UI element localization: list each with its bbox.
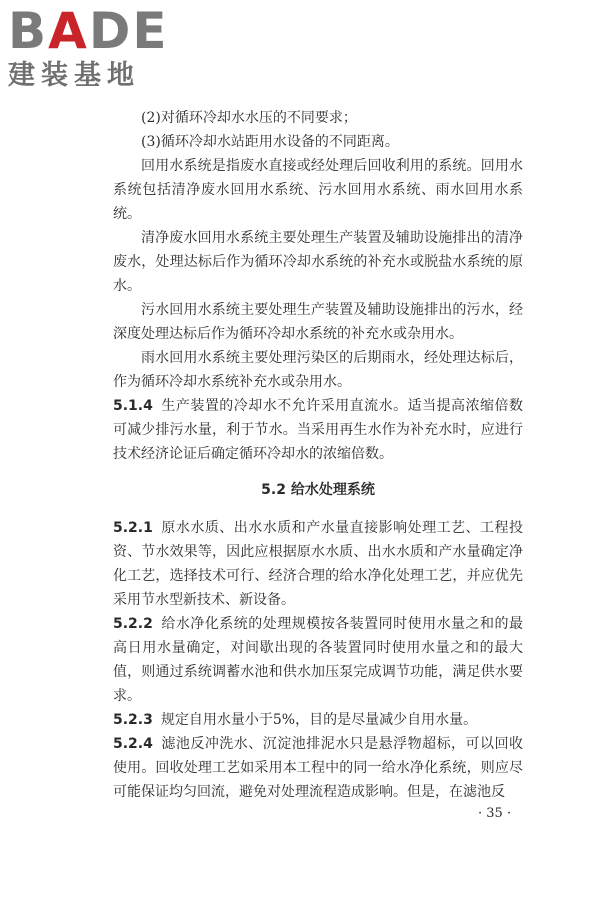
clause-text: 生产装置的冷却水不允许采用直流水。适当提高浓缩倍数可减少排污水量，利于节水。当采用再生水作为补充水时，应进行技术经济论证后确定循环冷却水的浓缩倍数。 <box>113 398 523 462</box>
clause-text: 规定自用水量小于5%，目的是尽量减少自用水量。 <box>160 712 478 728</box>
document-body <box>113 106 523 804</box>
clause-number: 5.2.3 <box>113 712 153 728</box>
paragraph: 雨水回用水系统主要处理污染区的后期雨水，经处理达标后，作为循环冷却水系统补充水或杂用水。 <box>113 350 523 390</box>
list-item: (3)循环冷却水站距用水设备的不同距离。 <box>141 134 399 150</box>
clause-number: 5.2.1 <box>113 520 153 536</box>
section-title: 5.2 给水处理系统 <box>261 482 375 498</box>
paragraph: 污水回用水系统主要处理生产装置及辅助设施排出的污水，经深度处理达标后作为循环冷却水系统的补充水或杂用水。 <box>113 302 523 342</box>
clause-5-2-3 <box>113 708 523 732</box>
paragraph: 清净废水回用水系统主要处理生产装置及辅助设施排出的清净废水，处理达标后作为循环冷却水系统的补充水或脱盐水系统的原水。 <box>113 230 523 294</box>
clause-number: 5.1.4 <box>113 398 153 414</box>
clause-5-2-4 <box>113 732 523 804</box>
page-number: · 35 · <box>478 806 512 821</box>
clause-text: 给水净化系统的处理规模按各装置同时使用水量之和的最高日用水量确定，对间歇出现的各装置同时使用水量之和的最大值，则通过系统调蓄水池和供水加压泵完成调节功能，满足供水要求。 <box>113 616 523 704</box>
paragraph: 回用水系统是指废水直接或经处理后回收利用的系统。回用水系统包括清净废水回用水系统、污水回用水系统、雨水回用水系统。 <box>113 158 523 222</box>
clause-number: 5.2.4 <box>113 736 153 752</box>
bade-logo <box>8 4 188 92</box>
logo-wordmark: BADE <box>8 2 169 60</box>
clause-5-1-4 <box>113 394 523 466</box>
logo-subtitle: 建装基地 <box>8 60 140 91</box>
list-item: (2)对循环冷却水水压的不同要求； <box>141 110 357 126</box>
clause-5-2-2 <box>113 612 523 708</box>
clause-5-2-1 <box>113 516 523 612</box>
clause-text: 原水水质、出水水质和产水量直接影响处理工艺、工程投资、节水效果等，因此应根据原水水质、出水水质和产水量确定净化工艺，选择技术可行、经济合理的给水净化处理工艺，并应优先采用节水型新技术、新设备。 <box>113 520 523 608</box>
clause-number: 5.2.2 <box>113 616 153 632</box>
clause-text: 滤池反冲洗水、沉淀池排泥水只是悬浮物超标，可以回收使用。回收处理工艺如采用本工程中的同一给水净化系统，则应尽可能保证均匀回流，避免对处理流程造成影响。但是，在滤池反 <box>113 736 523 800</box>
